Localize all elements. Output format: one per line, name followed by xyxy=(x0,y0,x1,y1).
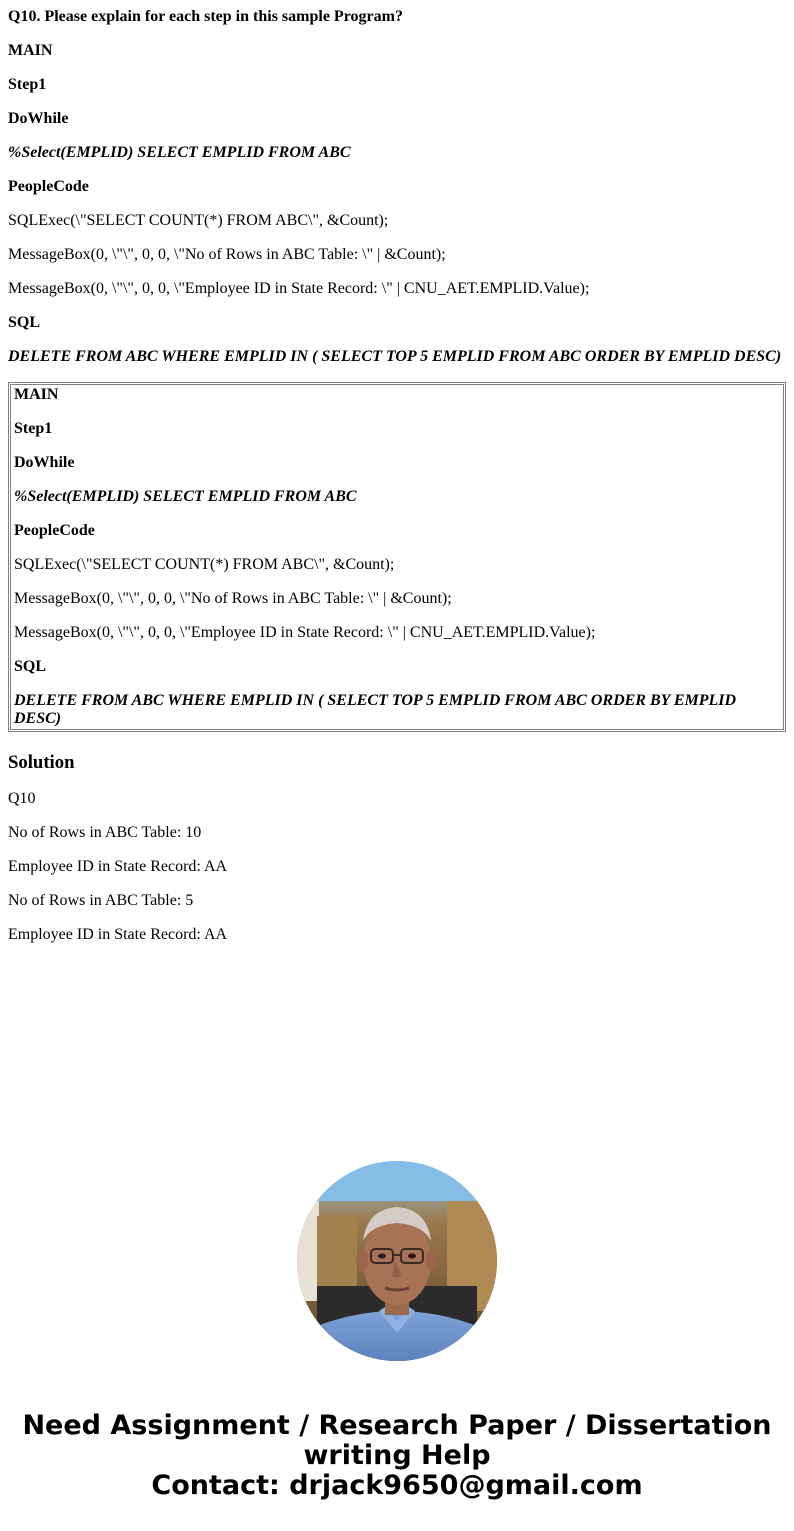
table-code-line: DoWhile xyxy=(14,454,75,471)
code-line: MessageBox(0, \"\", 0, 0, \"No of Rows in ABC Table: \" | &Count); xyxy=(8,246,446,263)
document-body xyxy=(0,8,794,944)
solution-line: No of Rows in ABC Table: 10 xyxy=(8,824,202,841)
table-code-line: MessageBox(0, \"\", 0, 0, \"Employee ID in State Record: \" | CNU_AET.EMPLID.Value); xyxy=(14,624,596,641)
question-code xyxy=(8,42,786,366)
code-line: MessageBox(0, \"\", 0, 0, \"Employee ID in State Record: \" | CNU_AET.EMPLID.Value); xyxy=(8,280,590,297)
avatar-portrait xyxy=(297,1161,497,1361)
table-code-line: %Select(EMPLID) SELECT EMPLID FROM ABC xyxy=(14,488,357,505)
footer-line: Need Assignment / Research Paper / Dissertation xyxy=(22,1410,772,1441)
table-code-line: SQL xyxy=(14,658,47,675)
table-code-line: DELETE FROM ABC WHERE EMPLID IN ( SELECT TOP 5 EMPLID FROM ABC ORDER BY EMPLID DESC) xyxy=(14,692,737,727)
solution-body xyxy=(8,790,786,944)
code-line: %Select(EMPLID) SELECT EMPLID FROM ABC xyxy=(8,144,351,161)
solution-line: No of Rows in ABC Table: 5 xyxy=(8,892,194,909)
code-line: MAIN xyxy=(8,42,53,59)
footer-contact-email: Contact: drjack9650@gmail.com xyxy=(151,1470,643,1501)
table-code-line: Step1 xyxy=(14,420,53,437)
question-title: Q10. Please explain for each step in this sample Program? xyxy=(8,8,403,25)
table-code-line: SQLExec(\"SELECT COUNT(*) FROM ABC\", &Count); xyxy=(14,556,395,573)
code-line: Step1 xyxy=(8,76,47,93)
table-code-line: PeopleCode xyxy=(14,522,95,539)
table-code-line: MAIN xyxy=(14,386,59,403)
author-avatar xyxy=(297,1161,497,1361)
table-code-line: MessageBox(0, \"\", 0, 0, \"No of Rows in ABC Table: \" | &Count); xyxy=(14,590,452,607)
footer-contact xyxy=(0,1411,794,1501)
solution-line: Employee ID in State Record: AA xyxy=(8,926,228,943)
footer-line: writing Help xyxy=(303,1440,491,1471)
code-line: DELETE FROM ABC WHERE EMPLID IN ( SELECT TOP 5 EMPLID FROM ABC ORDER BY EMPLID DESC) xyxy=(8,348,782,365)
code-line: DoWhile xyxy=(8,110,69,127)
code-line: SQLExec(\"SELECT COUNT(*) FROM ABC\", &Count); xyxy=(8,212,389,229)
question-table-cell xyxy=(10,384,784,730)
solution-heading: Solution xyxy=(8,752,75,773)
solution-line: Q10 xyxy=(8,790,36,807)
solution-line: Employee ID in State Record: AA xyxy=(8,858,228,875)
code-line: SQL xyxy=(8,314,41,331)
question-table xyxy=(8,382,786,732)
code-line: PeopleCode xyxy=(8,178,89,195)
